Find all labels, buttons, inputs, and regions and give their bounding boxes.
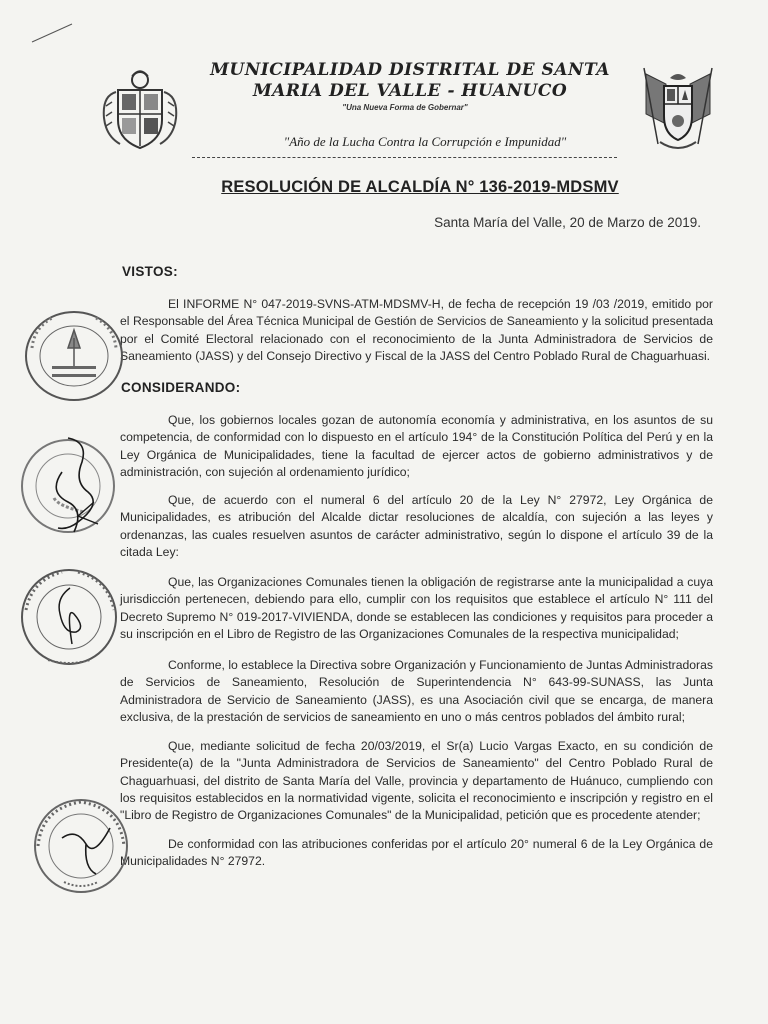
municipality-slogan: "Una Nueva Forma de Gobernar" [342, 103, 468, 112]
signature-scribble [56, 808, 116, 878]
secretary-seal-stamp [22, 308, 126, 404]
considerando-paragraph-3: Que, las Organizaciones Comunales tienen la obligación de registrarse ante la municipalidad a cuya jurisdicción pertenecen, debiendo para ello, cumplir con los requisitos que establece el artículo N° 111 del Decreto Supremo N° 019-2017-VIVIENDA, donde se establecen las condiciones y requisitos para proceder a su inscripción en el Libro de Registro de las Organizaciones Comunales de la respectiva municipalidad; [120, 575, 713, 641]
considerando-paragraph-6: De conformidad con las atribuciones conferidas por el artículo 20° numeral 6 de la Ley Orgánica de Municipalidades N° 27972. [120, 837, 713, 869]
signature-scribble [38, 432, 108, 536]
year-motto: "Año de la Lucha Contra la Corrupción e Impunidad" [283, 134, 567, 149]
vistos-paragraph: El INFORME N° 047-2019-SVNS-ATM-MDSMV-H, de fecha de recepción 19 /03 /2019, emitido por el Responsable del Área Técnica Municipal de Gestión de Servicios de Saneamiento y la solicitud presentada por el Comité Electoral relacionado con el reconocimiento de la Junta Administradora de Servicios de Saneamiento (JASS) y del Consejo Directivo y Fiscal de la JASS del Centro Poblado Rural de Chaguarhuasi. [120, 297, 713, 363]
signature-scribble [46, 584, 96, 650]
considerando-paragraph-1: Que, los gobiernos locales gozan de autonomía economía y administrativa, en los asuntos de su competencia, de conformidad con lo dispuesto en el artículo 194° de la Constitución Política del Perú y en la Ley Orgánica de Municipalidades, tiene la facultad de ejercer actos de gobierno administrativos y de administración, con sujeción al ordenamiento jurídico; [120, 413, 713, 479]
municipal-crest-icon [98, 66, 182, 154]
national-coat-of-arms-icon [636, 64, 720, 154]
vistos-heading: VISTOS: [122, 264, 178, 279]
resolution-title: RESOLUCIÓN DE ALCALDÍA N° 136-2019-MDSMV [221, 178, 619, 196]
considerando-paragraph-4: Conforme, lo establece la Directiva sobre Organización y Funcionamiento de Juntas Administradoras de Servicios de Saneamiento, Resolución de Superintendencia N° 643-99-SUNASS, las Junta Administradora de Servicio de Saneamiento (JASS), es una Asociación civil que se encarga, de manera exclusiva, de la prestación de servicios de saneamiento en uno o más centros poblados del ámbito rural; [120, 658, 713, 724]
considerando-heading: CONSIDERANDO: [121, 380, 241, 395]
municipality-name: MUNICIPALIDAD DISTRITAL DE SANTA MARIA DEL VALLE - HUANUCO [210, 60, 610, 101]
header-divider [192, 157, 617, 158]
pen-mark [28, 18, 78, 48]
place-date: Santa María del Valle, 20 de Marzo de 2019. [434, 215, 701, 230]
considerando-paragraph-2: Que, de acuerdo con el numeral 6 del artículo 20 de la Ley N° 27972, Ley Orgánica de Municipalidades, es atribución del Alcalde dictar resoluciones de alcaldía, con sujeción a las leyes y ordenanzas, las cuales resuelven asuntos de carácter administrativo, según lo dispone el artículo 39 de la citada Ley: [120, 493, 713, 559]
considerando-paragraph-5: Que, mediante solicitud de fecha 20/03/2019, el Sr(a) Lucio Vargas Exacto, en su condición de Presidente(a) de la "Junta Administradora de Servicios de Saneamiento" del Centro Poblado Rural de Chaguarhuasi, del distrito de Santa María del Valle, provincia y departamento de Huánuco, cumpliendo con los requisitos establecidos en la normatividad vigente, solicita el reconocimiento e inscripción y registro en el "Libro de Registro de Organizaciones Comunales" de la Municipalidad, petición que es procedente atender; [120, 739, 713, 823]
